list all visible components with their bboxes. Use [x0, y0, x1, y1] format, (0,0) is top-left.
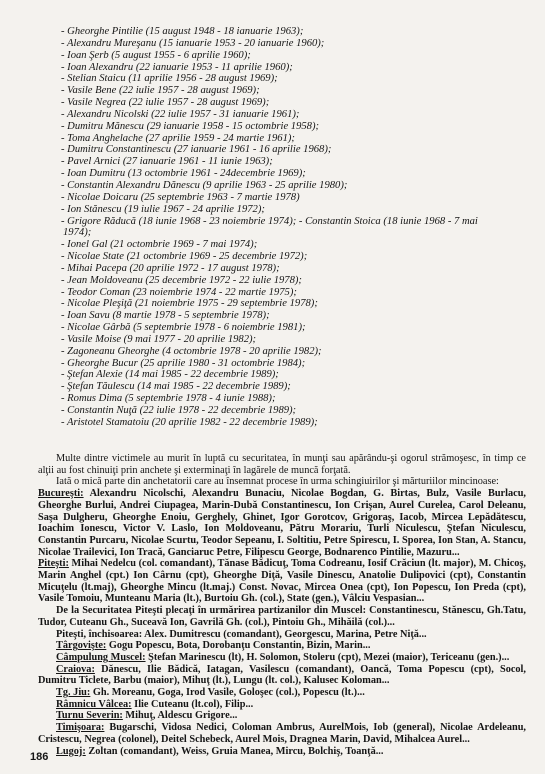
officer-list-item: - Constantin Nuţă (22 iulie 1978 - 22 decembrie 1989);: [61, 405, 297, 416]
names-bucuresti: Alexandru Nicolschi, Alexandru Bunaciu, Nicolae Bogdan, G. Birtas, Bulz, Vasile Burlacu, Gheorghe Burlui, Andrei Ciupagea, Marin-Dubă Constantinescu, Ion Crişan, Aurel Curelea, Carol Deleanu, Saşa Dulgheru, Gheorghe Enoiu, Gerghely, Ghinet, Igor Gorotcov, Grigoraş, Iacob, Mircea Lepădătescu, Ioachim Ionescu, Victor V. Laslo, Ion Moldoveanu, Pătru Morariu, Turli Niculescu, Ştefan Niculescu, Constantin Purcaru, Nicolae Scurtu, Teodor Sepeanu, I. Soltitiu, Petre Spirescu, I. Sporea, Ion Stan, A. Stancu, Nicolae Trailevici, Ion Tracă, Ganciaruc Petre, Filipescu George, Bodnarenco Pintilie, Mazuru...: [38, 488, 526, 558]
officer-list-item: 1974);: [63, 227, 92, 239]
section-securitatea-pitesti: [38, 605, 526, 628]
officer-list-item: - Constantin Alexandru Dănescu (9 aprilie 1963 - 25 aprilie 1980);: [61, 179, 348, 191]
section-pitesti-inchisoarea: [38, 629, 526, 641]
officer-list-item: - Stelian Staicu (11 aprilie 1956 - 28 august 1969);: [61, 73, 278, 85]
city-label-campulung: Câmpulung Muscel:: [56, 651, 146, 663]
officer-list-item: - Zagoneanu Gheorghe (4 octombrie 1978 - 20 aprilie 1982);: [61, 345, 322, 357]
intro-paragraph: Multe dintre victimele au murit în luptă cu securitatea, în munţi sau apărându-şi ogorul strămoşesc, în timp ce alţii au fost chinuiţi prin anchete şi exterminaţi în lagărele de muncă forţată.: [38, 453, 526, 476]
body-text: [38, 453, 526, 757]
officer-list-item: - Mihai Pacepa (20 aprilie 1972 - 17 august 1978);: [61, 262, 280, 274]
officer-list-item: - Ion Stănescu (19 iulie 1967 - 24 aprilie 1972);: [61, 203, 265, 215]
section-targoviste: [38, 640, 526, 652]
officer-list-item: - Ionel Gal (21 octombrie 1969 - 7 mai 1974);: [61, 239, 258, 251]
officer-list-item: - Grigore Răducă (18 iunie 1968 - 23 noiembrie 1974); - Constantin Stoica (18 iunie 1968 - 7 mai: [61, 215, 478, 227]
officer-list-item: - Vasile Moise (9 mai 1977 - 20 aprilie 1982);: [61, 333, 257, 345]
officer-list-item: - Gheorghe Pintilie (15 august 1948 - 18 ianuarie 1963);: [61, 26, 304, 37]
city-label-bucuresti: Bucureşti:: [38, 488, 84, 500]
officer-list-item: - Vasile Negrea (22 iulie 1957 - 28 august 1969);: [61, 97, 270, 109]
officer-list-item: - Nicolae State (21 octombrie 1969 - 25 decembrie 1972);: [61, 251, 308, 263]
names-campulung: Ştefan Marinescu (lt), H. Solomon, Stoleru (cpt), Mezei (maior), Tericeanu (gen.)...: [145, 651, 510, 663]
names-pitesti: Mihai Nedelcu (col. comandant), Tănase Bădicuţ, Toma Codreanu, Iosif Crăciun (lt. major), M. Chicoş, Marin Anghel (cpt.) Ion Cârnu (cpt), Gheorghe Diţă, Vasile Dinescu, Anatolie Dulipovici (cpt), Constantin Micuţelu (lt.maj), Gheorghe Mincu (lt.maj.) Const. Novac, Mircea Onea (cpt), Ion Popescu, Ion Preda (cpt), Vasile Tomoiu, Munteanu Maria (lt.), Burtoiu Gh. (col.), State (gen.), Vâlciu Vespasian...: [38, 558, 526, 605]
page-number: 186: [30, 751, 49, 763]
officer-list-item: - Aristotel Stamatoiu (20 aprilie 1982 - 22 decembrie 1989);: [61, 416, 318, 428]
section-campulung: [38, 652, 526, 664]
section-turnu: [38, 710, 526, 722]
section-pitesti: [38, 558, 526, 605]
city-label-timisoara: Timişoara:: [56, 722, 105, 734]
city-label-ramnicu: Râmnicu Vâlcea:: [56, 698, 132, 710]
section-lugoj: [38, 746, 526, 758]
officer-list-item: - Ioan Savu (8 martie 1978 - 5 septembrie 1978);: [61, 310, 270, 322]
section-targujiu: [38, 687, 526, 699]
officer-list-item: - Ştefan Tăulescu (14 mai 1985 - 22 decembrie 1989);: [61, 381, 291, 393]
officer-list-item: - Nicolae Pleşiţă (21 noiembrie 1975 - 29 septembrie 1978);: [61, 298, 318, 310]
section-bucuresti: [38, 488, 526, 558]
names-turnu: Mihuţ, Aldescu Grigore...: [122, 710, 238, 722]
names-craiova: Dănescu, Ilie Bădică, Iatagan, Vasilescu (comandant), Oancă, Toma Popescu (cpt), Socol, Dumitru Ticlete, Barbu (maior), Mihuţ (lt.), Lungu (lt. col.), Kalusec Koloman...: [38, 663, 526, 687]
officer-list-item: - Dumitru Constantinescu (27 ianuarie 1961 - 16 aprilie 1968);: [61, 144, 332, 156]
officer-list-item: - Vasile Bene (22 iulie 1957 - 28 august 1969);: [61, 85, 260, 97]
city-label-targoviste: Târgovişte:: [56, 640, 107, 652]
officer-list-item: - Romus Dima (5 septembrie 1978 - 4 iunie 1988);: [61, 393, 276, 405]
officer-list-item: - Ioan Dumitru (13 octombrie 1961 - 24decembrie 1969);: [61, 168, 306, 180]
names-targujiu: Gh. Moreanu, Goga, Irod Vasile, Goloşec (col.), Popescu (lt.)...: [90, 687, 365, 699]
officer-list-item: - Alexandru Nicolski (22 iulie 1957 - 31 ianuarie 1961);: [61, 108, 300, 120]
names-targoviste: Gogu Popescu, Bota, Dorobanţu Constantin, Bizin, Marin...: [106, 640, 371, 652]
officer-list-item: - Jean Moldoveanu (25 decembrie 1972 - 22 iulie 1978);: [61, 274, 302, 286]
officer-list-item: - Teodor Coman (23 noiembrie 1974 - 22 martie 1975);: [61, 286, 297, 298]
interrogators-lead: Iată o mică parte din anchetatorii care au însemnat procese în urma schingiuirilor şi mărturiilor mincinoase:: [56, 476, 499, 488]
officers-list: [61, 26, 531, 429]
names-ramnicu: Ilie Cuteanu (lt.col), Filip...: [131, 698, 254, 710]
city-label-targujiu: Tg. Jiu:: [56, 687, 91, 699]
section-craiova: [38, 664, 526, 687]
officer-list-item: - Pavel Arnici (27 ianuarie 1961 - 11 iunie 1963);: [61, 156, 273, 168]
city-label-pitesti: Piteşti:: [38, 558, 69, 570]
officer-list-item: - Ioan Alexandru (22 ianuarie 1953 - 11 aprilie 1960);: [61, 61, 293, 73]
city-label-craiova: Craiova:: [56, 663, 95, 675]
section-timisoara: [38, 722, 526, 745]
officer-list-item: - Ştefan Alexie (14 mai 1985 - 22 decembrie 1989);: [61, 369, 279, 381]
names-securitatea: De la Securitatea Piteşti plecaţi în urmărirea partizanilor din Muscel: Constantinescu, Stănescu, Gh.Tatu, Tudor, Cuteanu Gh., Suceavă Ion, Gavrilă Gh. (col.), Pintoiu Gh., Mihăilă (col.)...: [38, 605, 526, 628]
officer-list-item: - Ioan Şerb (5 august 1955 - 6 aprilie 1960);: [61, 49, 251, 61]
names-lugoj: Zoltan (comandant), Weiss, Gruia Manea, Mircu, Bolchiş, Toanţă...: [85, 745, 384, 757]
officer-list-item: - Nicolae Gârbă (5 septembrie 1978 - 6 noiembrie 1981);: [61, 322, 306, 334]
city-label-lugoj: Lugoj:: [56, 745, 86, 757]
officer-list-item: - Nicolae Doicaru (25 septembrie 1963 - 7 martie 1978): [61, 191, 300, 203]
section-ramnicu: [38, 699, 526, 711]
officer-list-item: - Toma Anghelache (27 aprilie 1959 - 24 martie 1961);: [61, 132, 295, 144]
officer-list-item: - Gheorghe Bucur (25 aprilie 1980 - 31 octombrie 1984);: [61, 357, 306, 369]
officer-list-item: - Dumitru Mănescu (29 ianuarie 1958 - 15 octombrie 1958);: [61, 120, 320, 132]
names-timisoara: Bugarschi, Vidosa Nedici, Coloman Ambrus, AurelMois, Iob (general), Nicolae Ardeleanu, Cristescu, Negrea (colonel), Deitel Schebeck, Aurel Mois, Dragnea Marin, David, Mihalcea Aurel...: [38, 722, 526, 745]
names-pitesti-prison: Piteşti, închisoarea: Alex. Dumitrescu (comandant), Georgescu, Marina, Petre Niţă...: [56, 628, 427, 640]
officer-list-item: - Alexandru Mureşanu (15 ianuarie 1953 - 20 ianuarie 1960);: [61, 37, 325, 49]
city-label-turnu: Turnu Severin:: [56, 710, 123, 722]
